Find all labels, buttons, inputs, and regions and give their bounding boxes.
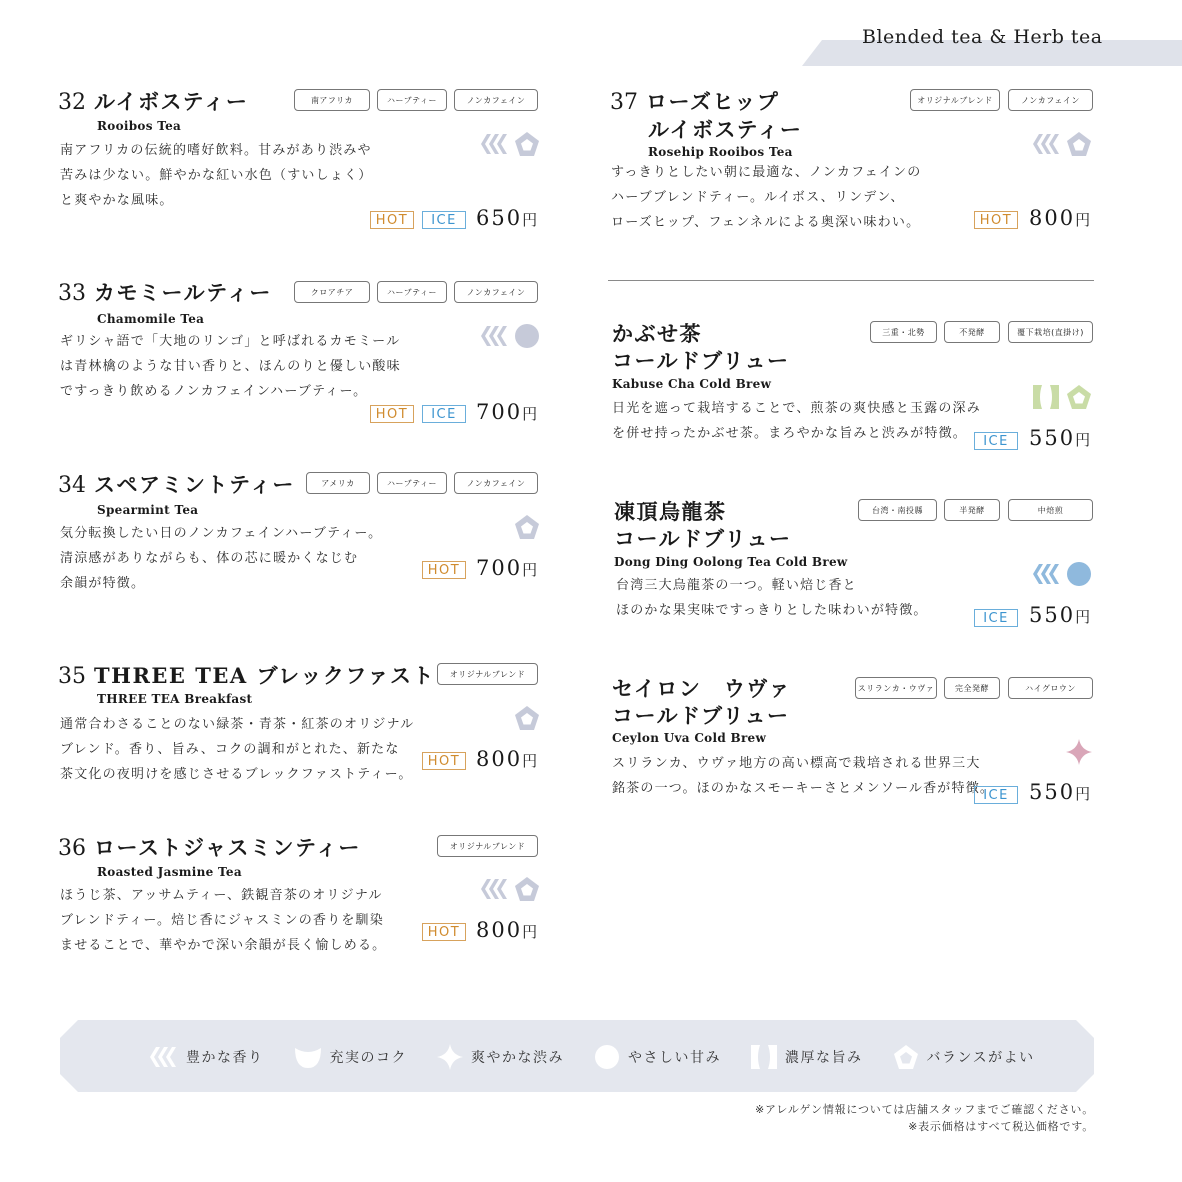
origin-tag: クロアチア — [294, 281, 370, 303]
item-title: 凍頂烏龍茶 — [614, 499, 727, 524]
grade-tag: ハイグロウン — [1008, 677, 1093, 699]
item-description: 南アフリカの伝統的嗜好飲料。甘みがあり渋みや 苦みは少ない。鮮やかな紅い水色（すいしょく） と爽やかな風味。 — [60, 143, 373, 208]
item-english-name: Chamomile Tea — [97, 312, 205, 326]
astringent-icon — [1066, 739, 1092, 765]
item-price: 700円 — [476, 556, 538, 580]
legend-item — [893, 1044, 1035, 1070]
aroma-icon — [1033, 562, 1061, 586]
item-price: 700円 — [476, 400, 538, 424]
ice-badge: ICE — [974, 786, 1018, 804]
balance-icon — [514, 705, 540, 731]
item-price: 550円 — [1029, 603, 1091, 627]
fermentation-tag: 半発酵 — [944, 499, 1000, 521]
item-title-line2: コールドブリュー — [614, 526, 792, 551]
legend-label: バランスがよい — [926, 1050, 1035, 1066]
body-icon — [294, 1044, 322, 1070]
item-title-line2: コールドブリュー — [612, 703, 790, 728]
item-price: 550円 — [1029, 780, 1091, 804]
item-description: 気分転換したい日のノンカフェインハーブティー。 清涼感がありながらも、体の芯に暖かくなじむ 余韻が特徴。 — [60, 526, 383, 591]
item-english-name: Roasted Jasmine Tea — [97, 865, 242, 879]
item-english-name: Kabuse Cha Cold Brew — [612, 377, 772, 391]
cultivation-tag: 覆下栽培(直掛け) — [1008, 321, 1093, 343]
ice-badge: ICE — [422, 405, 466, 423]
hot-badge: HOT — [422, 923, 466, 941]
rich-umami-icon — [751, 1044, 777, 1070]
legend-item — [150, 1044, 264, 1070]
sweet-icon — [1066, 561, 1092, 587]
origin-tag: オリジナルブレンド — [437, 663, 538, 685]
item-title: 33 カモミールティー — [58, 280, 272, 306]
caffeine-tag: ノンカフェイン — [454, 281, 538, 303]
item-english-name: Dong Ding Oolong Tea Cold Brew — [614, 555, 848, 569]
item-price: 650円 — [476, 206, 538, 230]
category-tag: ハーブティー — [377, 472, 447, 494]
ice-badge: ICE — [974, 432, 1018, 450]
flavor-legend — [150, 1043, 1065, 1071]
item-english-name: Rooibos Tea — [97, 119, 182, 133]
aroma-icon — [1033, 132, 1061, 156]
origin-tag: アメリカ — [306, 472, 370, 494]
roast-tag: 中焙煎 — [1008, 499, 1093, 521]
balance-icon — [1066, 384, 1092, 410]
category-tag: ハーブティー — [377, 281, 447, 303]
rich-umami-icon — [1033, 384, 1059, 410]
legend-item — [751, 1044, 863, 1070]
item-english-name: THREE TEA Breakfast — [97, 692, 253, 706]
legend-label: 充実のコク — [329, 1050, 407, 1066]
item-price: 800円 — [1029, 206, 1091, 230]
legend-item — [594, 1044, 721, 1070]
item-description: 通常合わさることのない緑茶・青茶・紅茶のオリジナル ブレンド。香り、旨み、コクの調和がとれた、新たな 茶文化の夜明けを感じさせるブレックファストティー。 — [60, 717, 415, 782]
item-title: 34 スペアミントティー — [58, 472, 295, 498]
tax-note: ※表示価格はすべて税込価格です。 — [908, 1120, 1094, 1133]
item-english-name: Rosehip Rooibos Tea — [648, 145, 793, 159]
hot-badge: HOT — [422, 561, 466, 579]
sweet-icon — [594, 1044, 620, 1070]
item-description: すっきりとしたい朝に最適な、ノンカフェインの ハーブブレンドティー。ルイボス、リンデン、 ローズヒップ、フェンネルによる奥深い味わい。 — [611, 165, 922, 230]
caffeine-tag: ノンカフェイン — [454, 472, 538, 494]
item-description: スリランカ、ウヴァ地方の高い標高で栽培される世界三大 銘茶の一つ。ほのかなスモーキーさとメンソール香が特徴。 — [612, 756, 995, 796]
item-title-line2: コールドブリュー — [612, 348, 790, 373]
balance-icon — [1066, 131, 1092, 157]
aroma-icon — [481, 132, 509, 156]
fermentation-tag: 完全発酵 — [944, 677, 1000, 699]
origin-tag: 三重・北勢 — [870, 321, 937, 343]
aroma-icon — [481, 324, 509, 348]
origin-tag: 南アフリカ — [294, 89, 370, 111]
page-title: Blended tea & Herb tea — [862, 26, 1103, 48]
sweet-icon — [514, 323, 540, 349]
item-description: ギリシャ語で「大地のリンゴ」と呼ばれるカモミール は青林檎のような甘い香りと、ほんのりと優しい酸味 ですっきり飲めるノンカフェインハーブティー。 — [60, 334, 401, 399]
legend-item — [294, 1044, 408, 1070]
origin-tag: スリランカ・ウヴァ — [855, 677, 937, 699]
item-price: 800円 — [476, 747, 538, 771]
item-description: 台湾三大烏龍茶の一つ。軽い焙じ香と ほのかな果実味ですっきりとした味わいが特徴。 — [616, 578, 928, 618]
item-english-name: Ceylon Uva Cold Brew — [612, 731, 767, 745]
legend-item — [437, 1044, 564, 1070]
hot-badge: HOT — [422, 752, 466, 770]
item-title: 36 ローストジャスミンティー — [58, 835, 361, 861]
legend-label: 爽やかな渋み — [471, 1050, 564, 1066]
hot-badge: HOT — [370, 405, 414, 423]
origin-tag: オリジナルブレンド — [437, 835, 538, 857]
origin-tag: 台湾・南投縣 — [858, 499, 937, 521]
fermentation-tag: 不発酵 — [944, 321, 1000, 343]
legend-label: やさしい甘み — [628, 1050, 721, 1066]
legend-label: 濃厚な旨み — [785, 1050, 863, 1066]
aroma-icon — [481, 877, 509, 901]
legend-label: 豊かな香り — [186, 1050, 264, 1066]
origin-tag: オリジナルブレンド — [910, 89, 1000, 111]
item-price: 800円 — [476, 918, 538, 942]
item-title-line2: ルイボスティー — [648, 117, 803, 142]
balance-icon — [514, 514, 540, 540]
item-description: ほうじ茶、アッサムティー、鉄観音茶のオリジナル ブレンドティー。焙じ香にジャスミンの香りを馴染 ませることで、華やかで深い余韻が長く愉しめる。 — [60, 888, 387, 953]
item-title: セイロン ウヴァ — [612, 676, 792, 701]
hot-badge: HOT — [974, 211, 1018, 229]
caffeine-tag: ノンカフェイン — [1008, 89, 1093, 111]
astringent-icon — [437, 1044, 463, 1070]
item-english-name: Spearmint Tea — [97, 503, 199, 517]
item-title: かぶせ茶 — [612, 321, 702, 346]
balance-icon — [514, 131, 540, 157]
ice-badge: ICE — [422, 211, 466, 229]
allergen-note: ※アレルゲン情報については店舗スタッフまでご確認ください。 — [754, 1103, 1094, 1116]
balance-icon — [893, 1044, 919, 1070]
item-description: 日光を遮って栽培することで、煎茶の爽快感と玉露の深み を併せ持ったかぶせ茶。まろやかな旨みと渋みが特徴。 — [612, 401, 981, 441]
item-title: 37 ローズヒップ — [610, 89, 780, 115]
item-price: 550円 — [1029, 426, 1091, 450]
item-title: 35 THREE TEA ブレックファスト — [58, 663, 436, 689]
caffeine-tag: ノンカフェイン — [454, 89, 538, 111]
category-tag: ハーブティー — [377, 89, 447, 111]
ice-badge: ICE — [974, 609, 1018, 627]
hot-badge: HOT — [370, 211, 414, 229]
item-title: 32 ルイボスティー — [58, 89, 249, 115]
section-divider — [608, 280, 1094, 281]
aroma-icon — [150, 1044, 178, 1070]
footer-notes — [755, 1101, 1094, 1135]
balance-icon — [514, 876, 540, 902]
